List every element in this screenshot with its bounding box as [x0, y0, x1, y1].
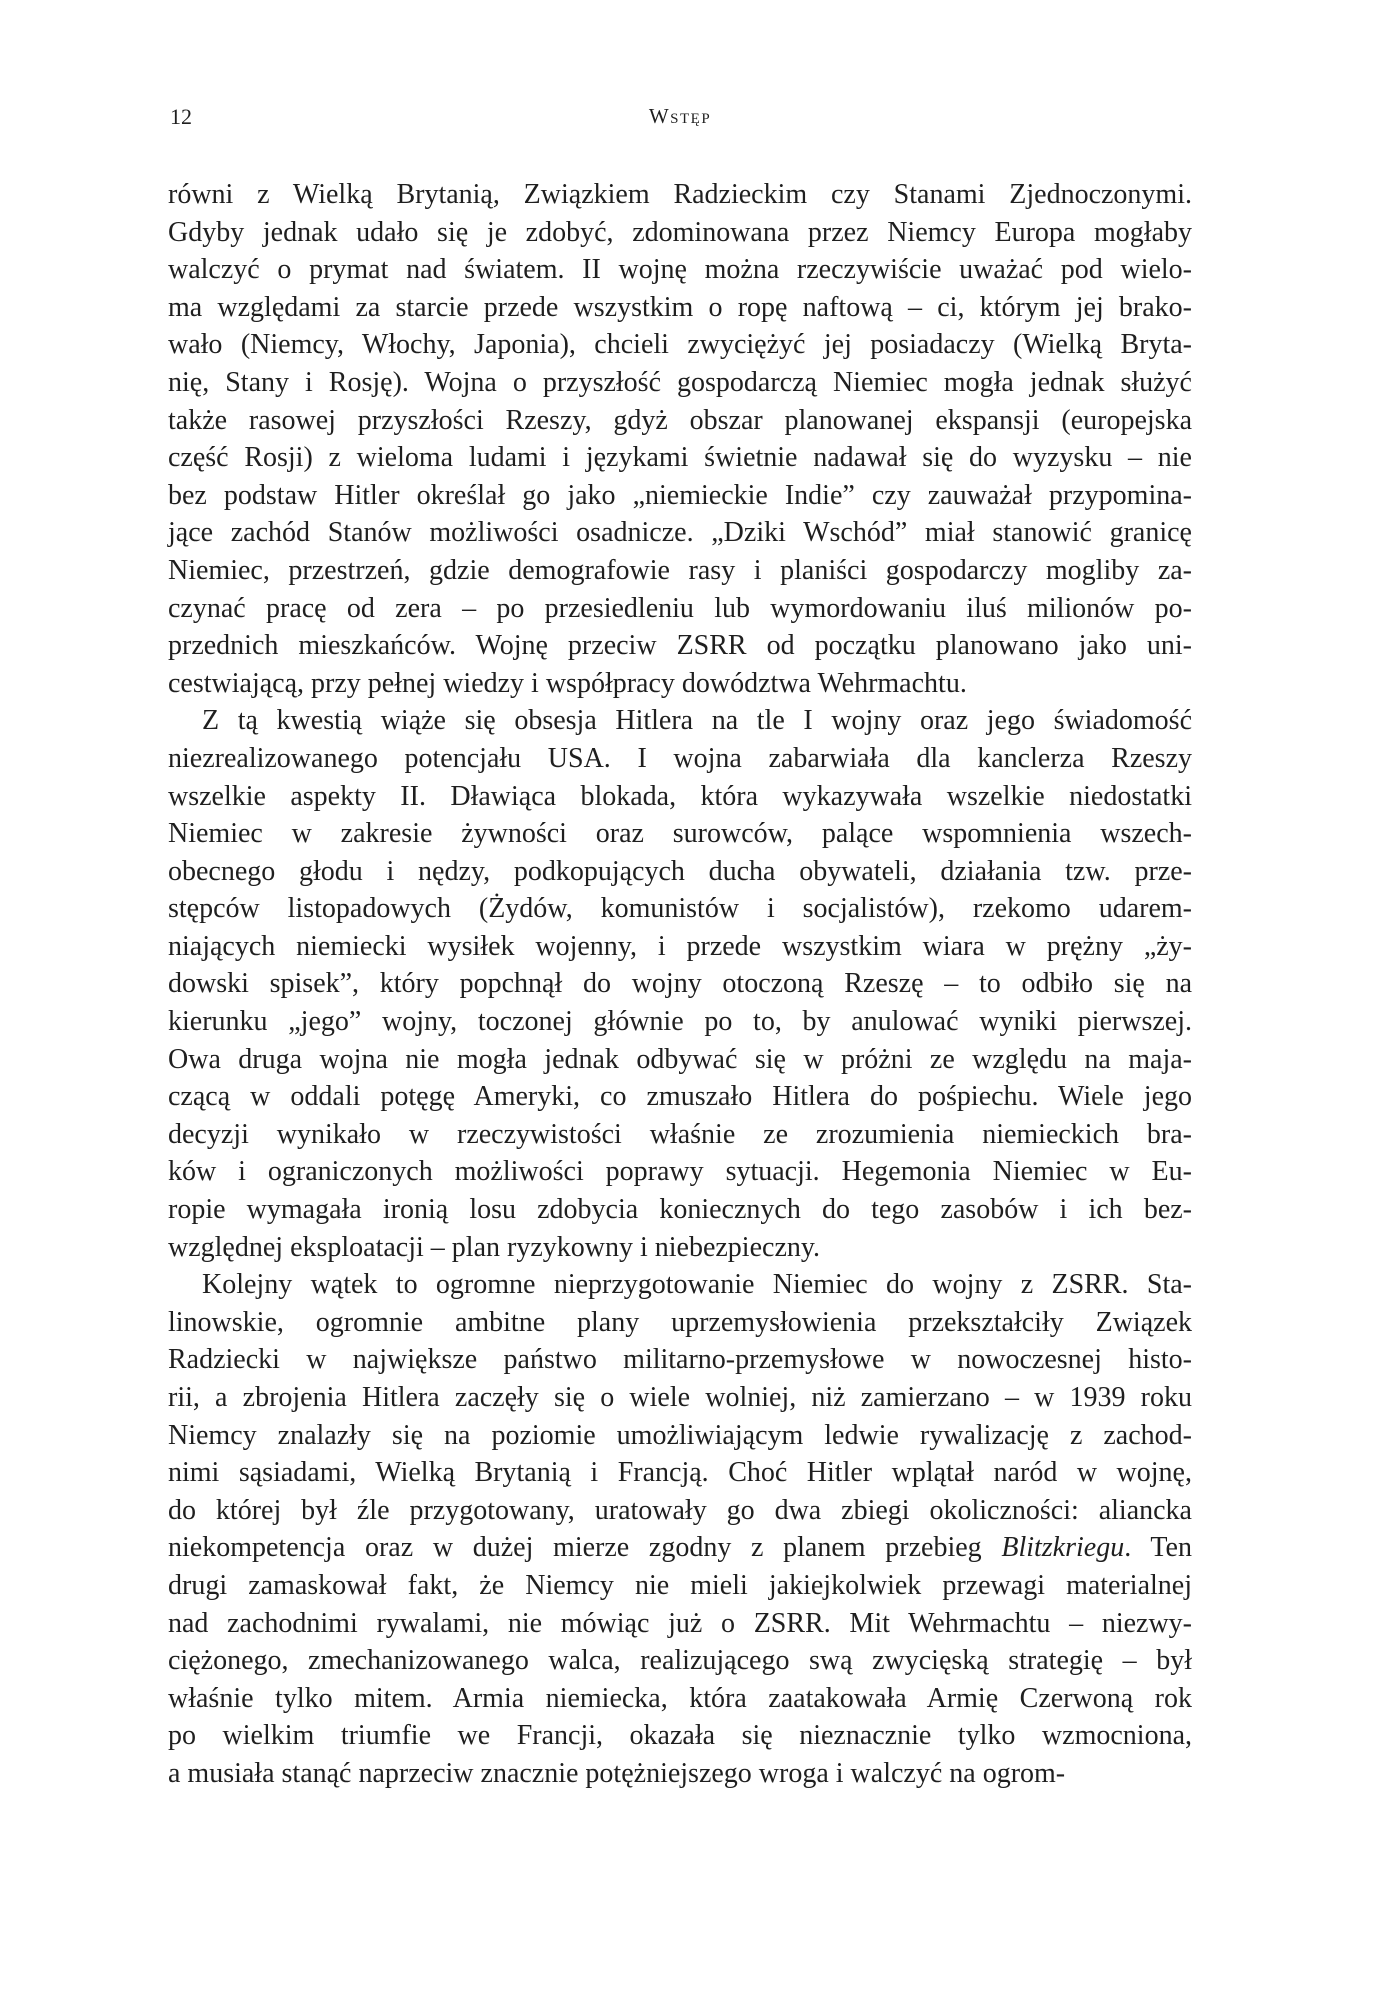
text-line: po wielkim triumfie we Francji, okazała się nieznacznie tylko wzmocniona,	[168, 1720, 1192, 1752]
text-line: niających niemiecki wysiłek wojenny, i przede wszystkim wiara w prężny „ży-	[168, 930, 1192, 962]
paragraph	[168, 1266, 1192, 1792]
text-line: nimi sąsiadami, Wielką Brytanią i Francją. Choć Hitler wplątał naród w wojnę,	[168, 1457, 1192, 1489]
text-line: dowski spisek”, który popchnął do wojny otoczoną Rzeszę – to odbiło się na	[168, 968, 1192, 1000]
text-line: nię, Stany i Rosję). Wojna o przyszłość gospodarczą Niemiec mogła jednak służyć	[168, 366, 1192, 398]
text-line: niekompetencja oraz w dużej mierze zgodny z planem przebieg Blitzkriegu. Ten	[168, 1532, 1192, 1564]
text-line: nad zachodnimi rywalami, nie mówiąc już o ZSRR. Mit Wehrmachtu – niezwy-	[168, 1607, 1192, 1639]
text-line: kierunku „jego” wojny, toczonej głównie po to, by anulować wyniki pierwszej.	[168, 1006, 1192, 1038]
text-line: cestwiającą, przy pełnej wiedzy i współpracy dowództwa Wehrmachtu.	[168, 667, 967, 699]
text-line: ciężonego, zmechanizowanego walca, realizującego swą zwycięską strategię – był	[168, 1645, 1192, 1677]
text-line: linowskie, ogromnie ambitne plany uprzemysłowienia przekształciły Związek	[168, 1306, 1192, 1338]
text-line: czącą w oddali potęgę Ameryki, co zmuszało Hitlera do pośpiechu. Wiele jego	[168, 1081, 1192, 1113]
emphasized-term: Blitzkriegu	[1001, 1532, 1125, 1564]
text-line: Z tą kwestią wiąże się obsesja Hitlera na tle I wojny oraz jego świadomość	[202, 705, 1192, 737]
text-line: wszelkie aspekty II. Dławiąca blokada, która wykazywała wszelkie niedostatki	[168, 780, 1192, 812]
body-text	[168, 176, 1192, 1793]
text-line: niezrealizowanego potencjału USA. I wojna zabarwiała dla kanclerza Rzeszy	[168, 742, 1192, 774]
text-line: do której był źle przygotowany, uratowały go dwa zbiegi okoliczności: aliancka	[168, 1494, 1192, 1526]
text-line: Niemiec w zakresie żywności oraz surowców, palące wspomnienia wszech-	[168, 818, 1192, 850]
text-line: a musiała stanąć naprzeciw znacznie potężniejszego wroga i walczyć na ogrom-	[168, 1757, 1066, 1789]
text-line: część Rosji) z wieloma ludami i językami świetnie nadawał się do wyzysku – nie	[168, 442, 1192, 474]
text-line: równi z Wielką Brytanią, Związkiem Radzieckim czy Stanami Zjednoczonymi.	[168, 179, 1192, 210]
text-line: Niemcy znalazły się na poziomie umożliwiającym ledwie rywalizację z zachod-	[168, 1419, 1192, 1451]
text-line: obecnego głodu i nędzy, podkopujących ducha obywateli, działania tzw. prze-	[168, 855, 1192, 887]
text-line: Kolejny wątek to ogromne nieprzygotowanie Niemiec do wojny z ZSRR. Sta-	[202, 1269, 1192, 1301]
text-line: Niemiec, przestrzeń, gdzie demografowie rasy i planiści gospodarczy mogliby za-	[168, 554, 1192, 586]
text-line: względnej eksploatacji – plan ryzykowny i niebezpieczny.	[168, 1231, 821, 1263]
running-head: Wstęp	[648, 104, 712, 128]
text-line: jące zachód Stanów możliwości osadnicze. „Dziki Wschód” miał stanowić granicę	[168, 517, 1192, 549]
text-line: decyzji wynikało w rzeczywistości właśnie ze zrozumienia niemieckich bra-	[168, 1118, 1192, 1150]
page-number: 12	[170, 104, 192, 129]
text-line: walczyć o prymat nad światem. II wojnę można rzeczywiście uważać pod wielo-	[168, 254, 1192, 286]
text-line: Gdyby jednak udało się je zdobyć, zdominowana przez Niemcy Europa mogłaby	[168, 216, 1192, 248]
text-line: przednich mieszkańców. Wojnę przeciw ZSRR od początku planowano jako uni-	[168, 630, 1192, 662]
text-line: właśnie tylko mitem. Armia niemiecka, która zaatakowała Armię Czerwoną rok	[168, 1682, 1192, 1714]
paragraph	[168, 702, 1192, 1266]
text-line: ków i ograniczonych możliwości poprawy sytuacji. Hegemonia Niemiec w Eu-	[168, 1156, 1192, 1188]
text-line: także rasowej przyszłości Rzeszy, gdyż obszar planowanej ekspansji (europejska	[168, 404, 1192, 436]
text-line: bez podstaw Hitler określał go jako „niemieckie Indie” czy zauważał przypomina-	[168, 479, 1192, 511]
text-line: ma względami za starcie przede wszystkim o ropę naftową – ci, którym jej brako-	[168, 291, 1192, 323]
text-line: czynać pracę od zera – po przesiedleniu lub wymordowaniu iluś milionów po-	[168, 592, 1192, 624]
text-line: drugi zamaskował fakt, że Niemcy nie mieli jakiejkolwiek przewagi materialnej	[168, 1569, 1192, 1601]
text-line: rii, a zbrojenia Hitlera zaczęły się o wiele wolniej, niż zamierzano – w 1939 roku	[168, 1382, 1192, 1413]
paragraph	[168, 176, 1192, 702]
text-line: stępców listopadowych (Żydów, komunistów i socjalistów), rzekomo udarem-	[168, 893, 1192, 925]
page-header	[170, 104, 1190, 134]
text-line: Owa druga wojna nie mogła jednak odbywać się w próżni ze względu na maja-	[168, 1043, 1192, 1075]
text-line: ropie wymagała ironią losu zdobycia koniecznych do tego zasobów i ich bez-	[168, 1194, 1192, 1226]
text-line: wało (Niemcy, Włochy, Japonia), chcieli zwyciężyć jej posiadaczy (Wielką Bryta-	[168, 329, 1192, 361]
text-line: Radziecki w największe państwo militarno-przemysłowe w nowoczesnej histo-	[168, 1344, 1192, 1376]
